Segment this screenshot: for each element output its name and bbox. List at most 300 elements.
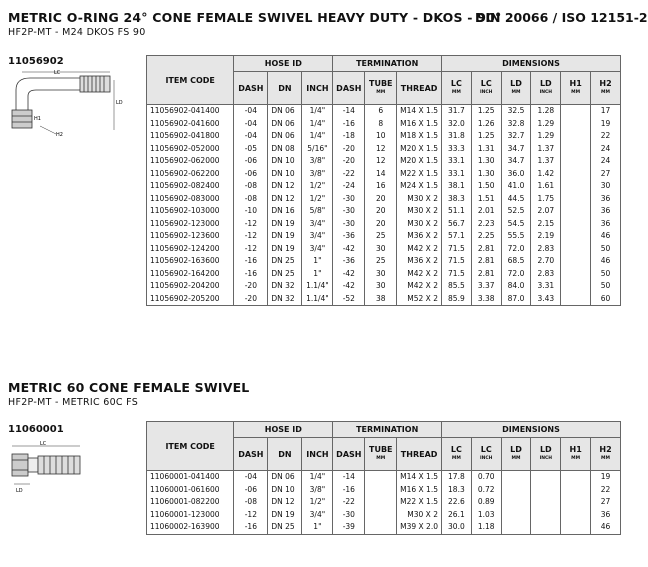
table-cell: 5/8" xyxy=(302,205,333,218)
table-cell: 32.8 xyxy=(501,118,531,131)
header-hose-id: HOSE ID xyxy=(234,56,333,72)
table-cell xyxy=(365,521,397,534)
table-cell: 1.28 xyxy=(531,105,561,118)
table-cell: 11056902-041600 xyxy=(147,118,234,131)
table-cell: 1.31 xyxy=(471,143,501,156)
table-cell: 36 xyxy=(591,218,621,231)
table-cell: -20 xyxy=(234,280,268,293)
table-cell: 20 xyxy=(365,193,397,206)
table-cell: -04 xyxy=(234,118,268,131)
table-cell xyxy=(531,471,561,484)
table-cell: M16 X 1.5 xyxy=(397,118,442,131)
table-cell: 1.75 xyxy=(531,193,561,206)
table-cell: 72.0 xyxy=(501,243,531,256)
table-cell: 20 xyxy=(365,218,397,231)
table-cell: 85.9 xyxy=(441,293,471,306)
table-cell: -30 xyxy=(333,509,365,522)
drawing2-label-ld: LD xyxy=(16,488,23,494)
table-cell: 2.01 xyxy=(471,205,501,218)
table-cell: 30 xyxy=(591,180,621,193)
table-cell: M39 X 2.0 xyxy=(397,521,442,534)
table-cell xyxy=(561,230,591,243)
table-cell: 1/4" xyxy=(302,130,333,143)
table-cell: 25 xyxy=(365,255,397,268)
table-cell: 3/4" xyxy=(302,230,333,243)
table-cell xyxy=(365,496,397,509)
table-cell: M36 X 2 xyxy=(397,255,442,268)
table-cell: 1.61 xyxy=(531,180,561,193)
table-cell xyxy=(561,218,591,231)
table-cell: 11060001-041400 xyxy=(147,471,234,484)
table-cell: 33.3 xyxy=(441,143,471,156)
table-cell: M42 X 2 xyxy=(397,243,442,256)
table-cell: 11056902-062000 xyxy=(147,155,234,168)
table-cell xyxy=(531,509,561,522)
drawing1-label-ld: LD xyxy=(116,100,123,106)
table-cell: DN 06 xyxy=(268,118,302,131)
table-cell: 11056902-124200 xyxy=(147,243,234,256)
table-cell: 36 xyxy=(591,205,621,218)
header-tube: TUBE MM xyxy=(365,72,397,105)
table-cell: M22 X 1.5 xyxy=(397,496,442,509)
table-cell: 1.1/4" xyxy=(302,293,333,306)
table-cell: -39 xyxy=(333,521,365,534)
table-cell: 30 xyxy=(365,243,397,256)
table-cell: 32.5 xyxy=(501,105,531,118)
header-lc-inch: LC INCH xyxy=(471,72,501,105)
section2-part-code: 11060001 xyxy=(8,424,64,435)
table-row xyxy=(147,268,621,281)
header2-hose-id: HOSE ID xyxy=(234,422,333,438)
table-cell: M20 X 1.5 xyxy=(397,143,442,156)
table-cell: -10 xyxy=(234,205,268,218)
table-cell: 2.25 xyxy=(471,230,501,243)
table-cell: 20 xyxy=(365,205,397,218)
table-cell: 1/2" xyxy=(302,193,333,206)
table-cell: 68.5 xyxy=(501,255,531,268)
table-cell: 1" xyxy=(302,521,333,534)
table-cell xyxy=(561,243,591,256)
table-row xyxy=(147,230,621,243)
table-cell: 50 xyxy=(591,268,621,281)
table-cell: 54.5 xyxy=(501,218,531,231)
table-cell: 2.81 xyxy=(471,255,501,268)
table-cell: DN 06 xyxy=(268,471,302,484)
table-cell: -12 xyxy=(234,243,268,256)
table-cell: M30 X 2 xyxy=(397,205,442,218)
header2-lc-inch: LC INCH xyxy=(471,438,501,471)
table-cell: 1.25 xyxy=(471,130,501,143)
table-cell: 30 xyxy=(365,268,397,281)
header2-ld-mm: LD MM xyxy=(501,438,531,471)
table-cell: -30 xyxy=(333,193,365,206)
table-cell: 1.51 xyxy=(471,193,501,206)
table-row xyxy=(147,105,621,118)
header2-item-code: ITEM CODE xyxy=(147,422,234,471)
table-cell: DN 06 xyxy=(268,130,302,143)
table-cell: -06 xyxy=(234,484,268,497)
table-cell: 57.1 xyxy=(441,230,471,243)
table-cell: -22 xyxy=(333,496,365,509)
table-cell: 6 xyxy=(365,105,397,118)
table-cell: 2.83 xyxy=(531,243,561,256)
section1-part-code: 11056902 xyxy=(8,56,64,67)
table-cell: M16 X 1.5 xyxy=(397,484,442,497)
spec-table-2-body xyxy=(147,471,621,535)
table-row xyxy=(147,180,621,193)
table-cell: 32.7 xyxy=(501,130,531,143)
table-cell: 1.50 xyxy=(471,180,501,193)
table-cell: 72.0 xyxy=(501,268,531,281)
table-cell xyxy=(561,509,591,522)
table-cell: 18.3 xyxy=(441,484,471,497)
table-row xyxy=(147,243,621,256)
table-cell xyxy=(561,484,591,497)
table-cell: 31.8 xyxy=(441,130,471,143)
table-cell: -20 xyxy=(333,143,365,156)
table-cell: 2.81 xyxy=(471,268,501,281)
table-cell: 1/4" xyxy=(302,471,333,484)
table-cell: DN 19 xyxy=(268,509,302,522)
table-cell: 12 xyxy=(365,143,397,156)
table-cell: -12 xyxy=(234,218,268,231)
table-cell: 44.5 xyxy=(501,193,531,206)
header2-termination: TERMINATION xyxy=(333,422,442,438)
table-cell xyxy=(561,280,591,293)
table-cell: -06 xyxy=(234,155,268,168)
table-cell: DN 10 xyxy=(268,155,302,168)
header-h2-mm: H2 MM xyxy=(591,72,621,105)
table-cell xyxy=(561,180,591,193)
table-cell: 19 xyxy=(591,118,621,131)
table-cell: DN 08 xyxy=(268,143,302,156)
table-cell xyxy=(561,143,591,156)
table-cell: -36 xyxy=(333,230,365,243)
table-cell xyxy=(561,293,591,306)
table-cell: -04 xyxy=(234,130,268,143)
table-cell: 2.19 xyxy=(531,230,561,243)
table-cell: 2.15 xyxy=(531,218,561,231)
table-cell: 1.1/4" xyxy=(302,280,333,293)
table-cell: 11056902-103000 xyxy=(147,205,234,218)
table-cell: 1/4" xyxy=(302,105,333,118)
table-cell: -16 xyxy=(333,484,365,497)
table-cell: DN 25 xyxy=(268,255,302,268)
table-row xyxy=(147,168,621,181)
header2-ld-inch: LD INCH xyxy=(531,438,561,471)
table-cell: 32.0 xyxy=(441,118,471,131)
table-cell: 0.89 xyxy=(471,496,501,509)
table-cell: 1/2" xyxy=(302,180,333,193)
drawing2-label-lc: LC xyxy=(40,441,47,447)
table-cell: 3.38 xyxy=(471,293,501,306)
table-cell: 1/4" xyxy=(302,118,333,131)
table-cell: 17.8 xyxy=(441,471,471,484)
section2-title: METRIC 60 CONE FEMALE SWIVEL xyxy=(8,380,250,395)
table-cell: 41.0 xyxy=(501,180,531,193)
table-cell: 36 xyxy=(591,509,621,522)
header-ld-inch: LD INCH xyxy=(531,72,561,105)
table-cell: -20 xyxy=(234,293,268,306)
table-cell: 3/8" xyxy=(302,168,333,181)
header2-dn: DN xyxy=(268,438,302,471)
header2-tube: TUBE MM xyxy=(365,438,397,471)
table-cell: 11056902-123600 xyxy=(147,230,234,243)
table-row xyxy=(147,130,621,143)
table-cell: 19 xyxy=(591,471,621,484)
header2-lc-mm: LC MM xyxy=(441,438,471,471)
table-cell xyxy=(365,509,397,522)
table-row xyxy=(147,205,621,218)
table-cell: DN 12 xyxy=(268,180,302,193)
table-cell: -08 xyxy=(234,496,268,509)
table-cell: 27 xyxy=(591,168,621,181)
table-cell: 11060001-123000 xyxy=(147,509,234,522)
header-termination: TERMINATION xyxy=(333,56,442,72)
header2-thread: THREAD xyxy=(397,438,442,471)
table-cell: 46 xyxy=(591,230,621,243)
table-cell: 1.37 xyxy=(531,155,561,168)
table-cell: 36.0 xyxy=(501,168,531,181)
table-cell: M52 X 2 xyxy=(397,293,442,306)
section1-title: METRIC O-RING 24° CONE FEMALE SWIVEL HEAVY DUTY - DKOS - 90° xyxy=(8,10,502,25)
spec-table-2 xyxy=(146,421,621,535)
table-cell: 34.7 xyxy=(501,155,531,168)
table-cell: 10 xyxy=(365,130,397,143)
table-cell xyxy=(561,205,591,218)
table-cell: 11056902-205200 xyxy=(147,293,234,306)
table-cell: M18 X 1.5 xyxy=(397,130,442,143)
table-cell: 1" xyxy=(302,268,333,281)
table-cell: 11056902-083000 xyxy=(147,193,234,206)
header2-h2-mm: H2 MM xyxy=(591,438,621,471)
table-cell: -42 xyxy=(333,243,365,256)
table-cell: 0.70 xyxy=(471,471,501,484)
table-cell: 34.7 xyxy=(501,143,531,156)
table-cell: 33.1 xyxy=(441,168,471,181)
table-cell xyxy=(501,521,531,534)
table-cell: -12 xyxy=(234,509,268,522)
table-cell: M14 X 1.5 xyxy=(397,471,442,484)
table-cell: 11056902-041800 xyxy=(147,130,234,143)
table-cell: 2.81 xyxy=(471,243,501,256)
table-cell: DN 19 xyxy=(268,243,302,256)
table-cell: -36 xyxy=(333,255,365,268)
table-row xyxy=(147,280,621,293)
table-cell: -06 xyxy=(234,168,268,181)
section1-subtitle: HF2P-MT - M24 DKOS FS 90 xyxy=(8,27,146,38)
table-cell: M24 X 1.5 xyxy=(397,180,442,193)
table-cell: -16 xyxy=(234,255,268,268)
table-cell: 25 xyxy=(365,230,397,243)
table-cell: 87.0 xyxy=(501,293,531,306)
table-cell: DN 32 xyxy=(268,280,302,293)
table-cell: 1.30 xyxy=(471,155,501,168)
table-cell: 84.0 xyxy=(501,280,531,293)
table-cell: -30 xyxy=(333,205,365,218)
table-cell: 1.30 xyxy=(471,168,501,181)
header-thread: THREAD xyxy=(397,72,442,105)
table-cell: 11056902-041400 xyxy=(147,105,234,118)
table-cell: -22 xyxy=(333,168,365,181)
table-cell: -24 xyxy=(333,180,365,193)
table-cell: M20 X 1.5 xyxy=(397,155,442,168)
header2-dimensions: DIMENSIONS xyxy=(441,422,620,438)
table-row xyxy=(147,255,621,268)
table-cell xyxy=(501,509,531,522)
table-cell: 55.5 xyxy=(501,230,531,243)
table-cell xyxy=(561,193,591,206)
table-cell: 71.5 xyxy=(441,255,471,268)
table-cell: -14 xyxy=(333,105,365,118)
table-cell: 60 xyxy=(591,293,621,306)
table-cell: 2.83 xyxy=(531,268,561,281)
table-cell: M22 X 1.5 xyxy=(397,168,442,181)
drawing1-label-lc: LC xyxy=(54,70,61,76)
table-cell: 22.6 xyxy=(441,496,471,509)
table-cell: M42 X 2 xyxy=(397,268,442,281)
table-cell: 24 xyxy=(591,155,621,168)
header-dn: DN xyxy=(268,72,302,105)
table-cell xyxy=(501,471,531,484)
table-cell xyxy=(531,496,561,509)
table-cell: 1.26 xyxy=(471,118,501,131)
table-cell: 3/4" xyxy=(302,509,333,522)
header-dimensions: DIMENSIONS xyxy=(441,56,620,72)
table-cell: 46 xyxy=(591,521,621,534)
table-cell: 26.1 xyxy=(441,509,471,522)
table-cell: DN 06 xyxy=(268,105,302,118)
table-cell: 3.37 xyxy=(471,280,501,293)
table-cell xyxy=(365,484,397,497)
table-cell: 50 xyxy=(591,280,621,293)
table-cell: 2.07 xyxy=(531,205,561,218)
table-cell xyxy=(561,130,591,143)
table-cell: 2.70 xyxy=(531,255,561,268)
header-ld-mm: LD MM xyxy=(501,72,531,105)
table-cell xyxy=(531,484,561,497)
table-cell: -05 xyxy=(234,143,268,156)
spec-table-1 xyxy=(146,55,621,306)
table-cell: 5/16" xyxy=(302,143,333,156)
table-cell: 3.43 xyxy=(531,293,561,306)
table-cell: -14 xyxy=(333,471,365,484)
table-cell: 71.5 xyxy=(441,243,471,256)
table-cell xyxy=(561,471,591,484)
section2-subtitle: HF2P-MT - METRIC 60C FS xyxy=(8,397,139,408)
table-cell: DN 10 xyxy=(268,484,302,497)
table-cell: -18 xyxy=(333,130,365,143)
table-cell: 30 xyxy=(365,280,397,293)
table-cell: 3/8" xyxy=(302,155,333,168)
table-cell: M42 X 2 xyxy=(397,280,442,293)
table-cell: 1.29 xyxy=(531,118,561,131)
table-cell: 11056902-163600 xyxy=(147,255,234,268)
table-cell: 38 xyxy=(365,293,397,306)
table-cell: 33.1 xyxy=(441,155,471,168)
table-cell: 38.1 xyxy=(441,180,471,193)
table-cell: 11056902-164200 xyxy=(147,268,234,281)
table-cell: DN 12 xyxy=(268,193,302,206)
table-cell: DN 25 xyxy=(268,268,302,281)
table-cell xyxy=(561,118,591,131)
table-cell xyxy=(561,268,591,281)
table-cell: 3/4" xyxy=(302,243,333,256)
table-cell: 12 xyxy=(365,155,397,168)
table-cell xyxy=(501,496,531,509)
table-cell: 1.37 xyxy=(531,143,561,156)
table-cell: 11060001-061600 xyxy=(147,484,234,497)
table-cell: -08 xyxy=(234,193,268,206)
table-cell: -52 xyxy=(333,293,365,306)
table-cell: 3/8" xyxy=(302,484,333,497)
table-cell xyxy=(561,105,591,118)
table-cell: 36 xyxy=(591,193,621,206)
table-cell: 22 xyxy=(591,484,621,497)
table-cell: 3.31 xyxy=(531,280,561,293)
table-cell: DN 19 xyxy=(268,218,302,231)
table-cell: DN 16 xyxy=(268,205,302,218)
drawing1-label-h1: H1 xyxy=(34,116,41,122)
table-cell: 1.03 xyxy=(471,509,501,522)
table-cell: 2.23 xyxy=(471,218,501,231)
table-cell: 8 xyxy=(365,118,397,131)
header-dash: DASH xyxy=(234,72,268,105)
header-h1-mm: H1 MM xyxy=(561,72,591,105)
table-cell: 56.7 xyxy=(441,218,471,231)
table-row xyxy=(147,293,621,306)
table-cell: 30.0 xyxy=(441,521,471,534)
table-cell: 11060001-082200 xyxy=(147,496,234,509)
table-cell: 1.18 xyxy=(471,521,501,534)
header-inch: INCH xyxy=(302,72,333,105)
table-cell: 11056902-082400 xyxy=(147,180,234,193)
table-row xyxy=(147,521,621,534)
table-cell: -30 xyxy=(333,218,365,231)
header2-dash: DASH xyxy=(234,438,268,471)
table-cell: 27 xyxy=(591,496,621,509)
table-cell: 1.25 xyxy=(471,105,501,118)
header-lc-mm: LC MM xyxy=(441,72,471,105)
table-cell: M36 X 2 xyxy=(397,230,442,243)
table-row xyxy=(147,218,621,231)
table-cell: DN 32 xyxy=(268,293,302,306)
table-cell: DN 12 xyxy=(268,496,302,509)
table-cell: 46 xyxy=(591,255,621,268)
table-row xyxy=(147,118,621,131)
table-cell: 14 xyxy=(365,168,397,181)
table-cell: 52.5 xyxy=(501,205,531,218)
table-row xyxy=(147,155,621,168)
table-cell: 1/2" xyxy=(302,496,333,509)
table-cell: -12 xyxy=(234,230,268,243)
table-cell: 71.5 xyxy=(441,268,471,281)
table-cell: 51.1 xyxy=(441,205,471,218)
table-row xyxy=(147,509,621,522)
table-cell: 16 xyxy=(365,180,397,193)
straight-fitting-drawing xyxy=(10,440,110,500)
table-cell: -42 xyxy=(333,280,365,293)
table-cell: -16 xyxy=(234,268,268,281)
header2-term-dash: DASH xyxy=(333,438,365,471)
header-term-dash: DASH xyxy=(333,72,365,105)
header2-h1-mm: H1 MM xyxy=(561,438,591,471)
table-cell: -08 xyxy=(234,180,268,193)
table-cell xyxy=(561,155,591,168)
elbow-fitting-drawing xyxy=(10,70,123,140)
spec-table-1-body xyxy=(147,105,621,306)
table-cell: DN 25 xyxy=(268,521,302,534)
